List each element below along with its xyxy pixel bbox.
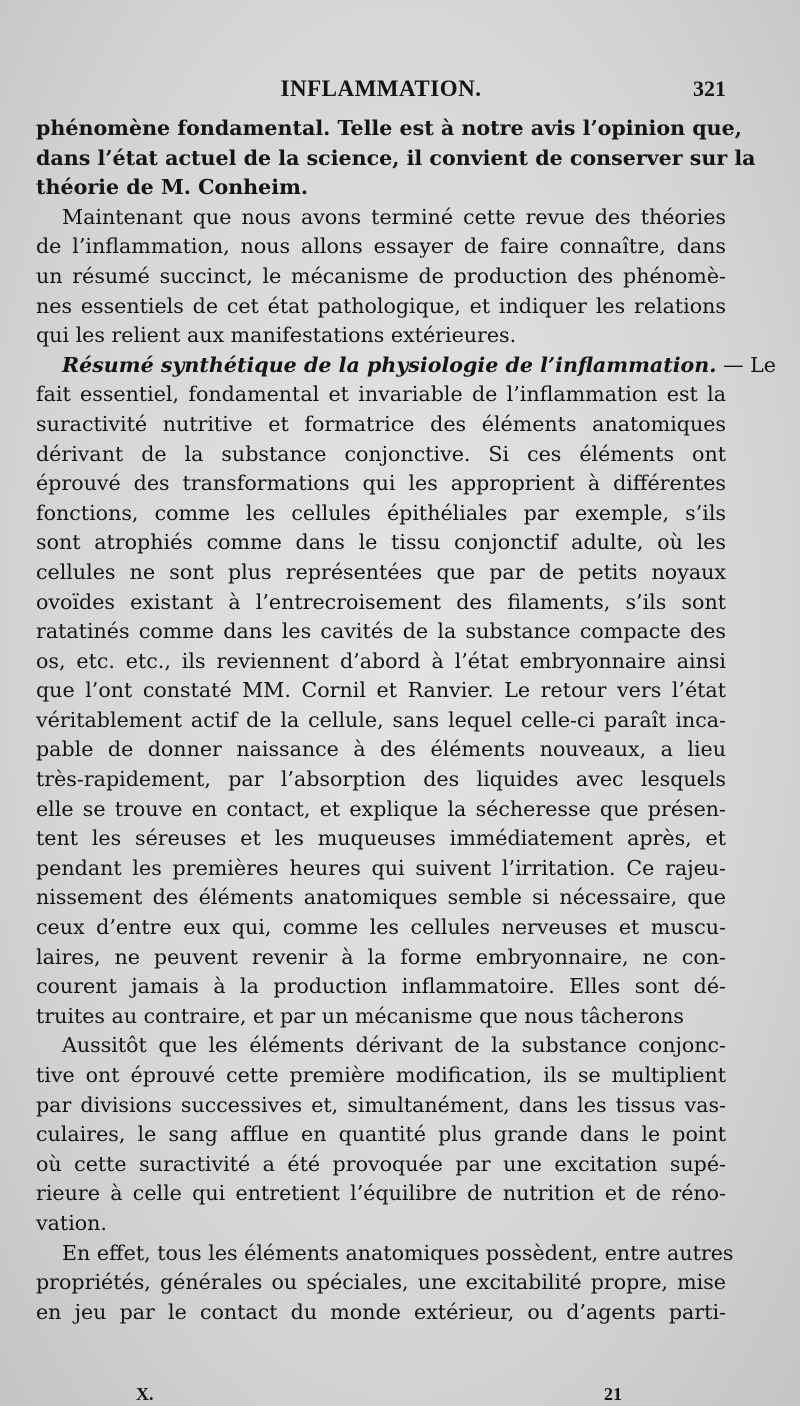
text-line: véritablement actif de la cellule, sans lequel celle-ci paraît inca- — [36, 707, 726, 732]
text-line: de l’inflammation, nous allons essayer de faire connaître, dans — [36, 234, 726, 259]
paragraph — [36, 1239, 734, 1328]
text-line: tent les séreuses et les muqueuses immédiatement après, et — [36, 826, 726, 851]
text-line: vation. — [36, 1210, 107, 1235]
text-line: pendant les premières heures qui suivent l’irritation. Ce rajeu- — [36, 855, 726, 880]
text-line: courent jamais à la production inflammatoire. Elles sont dé- — [36, 974, 726, 999]
text-line: cellules ne sont plus représentées que par de petits noyaux — [36, 559, 726, 584]
text-line: culaires, le sang afflue en quantité plus grande dans le point — [36, 1122, 726, 1147]
body-text — [36, 114, 776, 1327]
paragraph — [36, 203, 726, 351]
paragraph — [36, 114, 756, 203]
page-number: 321 — [693, 76, 726, 101]
text-line: Maintenant que nous avons terminé cette revue des théories — [62, 204, 726, 229]
text-line: que l’ont constaté MM. Cornil et Ranvier. Le retour vers l’état — [36, 678, 726, 703]
page-footer — [36, 1384, 726, 1406]
paragraph — [36, 351, 776, 1032]
paragraph — [36, 1031, 726, 1238]
text-line: phénomène fondamental. Telle est à notre avis l’opinion que, — [36, 116, 742, 140]
text-line: os, etc. etc., ils reviennent d’abord à l’état embryonnaire ainsi — [36, 648, 726, 673]
text-line: un résumé succinct, le mécanisme de production des phénomè- — [36, 263, 726, 288]
text-line: truites au contraire, et par un mécanisme que nous tâcherons — [36, 1003, 684, 1028]
text-line: ceux d’entre eux qui, comme les cellules nerveuses et muscu- — [36, 915, 726, 940]
running-title: INFLAMMATION. — [280, 76, 482, 101]
text-line: où cette suractivité a été provoquée par une excitation supé- — [36, 1151, 726, 1176]
text-line: rieure à celle qui entretient l’équilibre de nutrition et de réno- — [36, 1181, 726, 1206]
running-head — [36, 76, 726, 106]
text-line: nissement des éléments anatomiques semble si nécessaire, que — [36, 885, 726, 910]
text-line: dans l’état actuel de la science, il convient de conserver sur la — [36, 145, 756, 170]
text-line: ratatinés comme dans les cavités de la substance compacte des — [36, 619, 726, 644]
text-line: pable de donner naissance à des éléments nouveaux, a lieu — [36, 737, 726, 762]
section-heading: Résumé synthétique de la physiologie de l’inflammation. — [62, 352, 717, 377]
text-line: tive ont éprouvé cette première modification, ils se multiplient — [36, 1063, 726, 1087]
text-line: fonctions, comme les cellules épithéliales par exemple, s’ils — [36, 500, 726, 525]
text-line: En effet, tous les éléments anatomiques possèdent, entre autres — [62, 1240, 734, 1265]
text-line: suractivité nutritive et formatrice des éléments anatomiques — [36, 411, 726, 436]
signature-mark-left: X. — [136, 1384, 154, 1404]
text-line: qui les relient aux manifestations extérieures. — [36, 323, 517, 348]
text-line: sont atrophiés comme dans le tissu conjonctif adulte, où les — [36, 530, 726, 555]
text-line: très-rapidement, par l’absorption des liquides avec lesquels — [36, 767, 726, 792]
text-line: laires, ne peuvent revenir à la forme embryonnaire, ne con- — [36, 944, 726, 969]
text-line: éprouvé des transformations qui les approprient à différentes — [36, 471, 726, 496]
heading-tail: — Le — [716, 352, 776, 377]
text-line: propriétés, générales ou spéciales, une excitabilité propre, mise — [36, 1270, 726, 1295]
text-line: nes essentiels de cet état pathologique, et indiquer les relations — [36, 293, 726, 318]
heading-line — [36, 351, 776, 381]
text-line: fait essentiel, fondamental et invariable de l’inflammation est la — [36, 382, 726, 407]
text-line: elle se trouve en contact, et explique la sécheresse que présen- — [36, 796, 726, 821]
text-line: ovoïdes existant à l’entrecroisement des filaments, s’ils sont — [36, 589, 726, 614]
text-line: théorie de M. Conheim. — [36, 175, 309, 200]
signature-mark-right: 21 — [604, 1384, 622, 1404]
text-line: dérivant de la substance conjonctive. Si ces éléments ont — [36, 441, 726, 466]
text-line: par divisions successives et, simultanément, dans les tissus vas- — [36, 1092, 726, 1117]
text-line: Aussitôt que les éléments dérivant de la substance conjonc- — [62, 1033, 726, 1058]
text-line: en jeu par le contact du monde extérieur, ou d’agents parti- — [36, 1299, 726, 1324]
